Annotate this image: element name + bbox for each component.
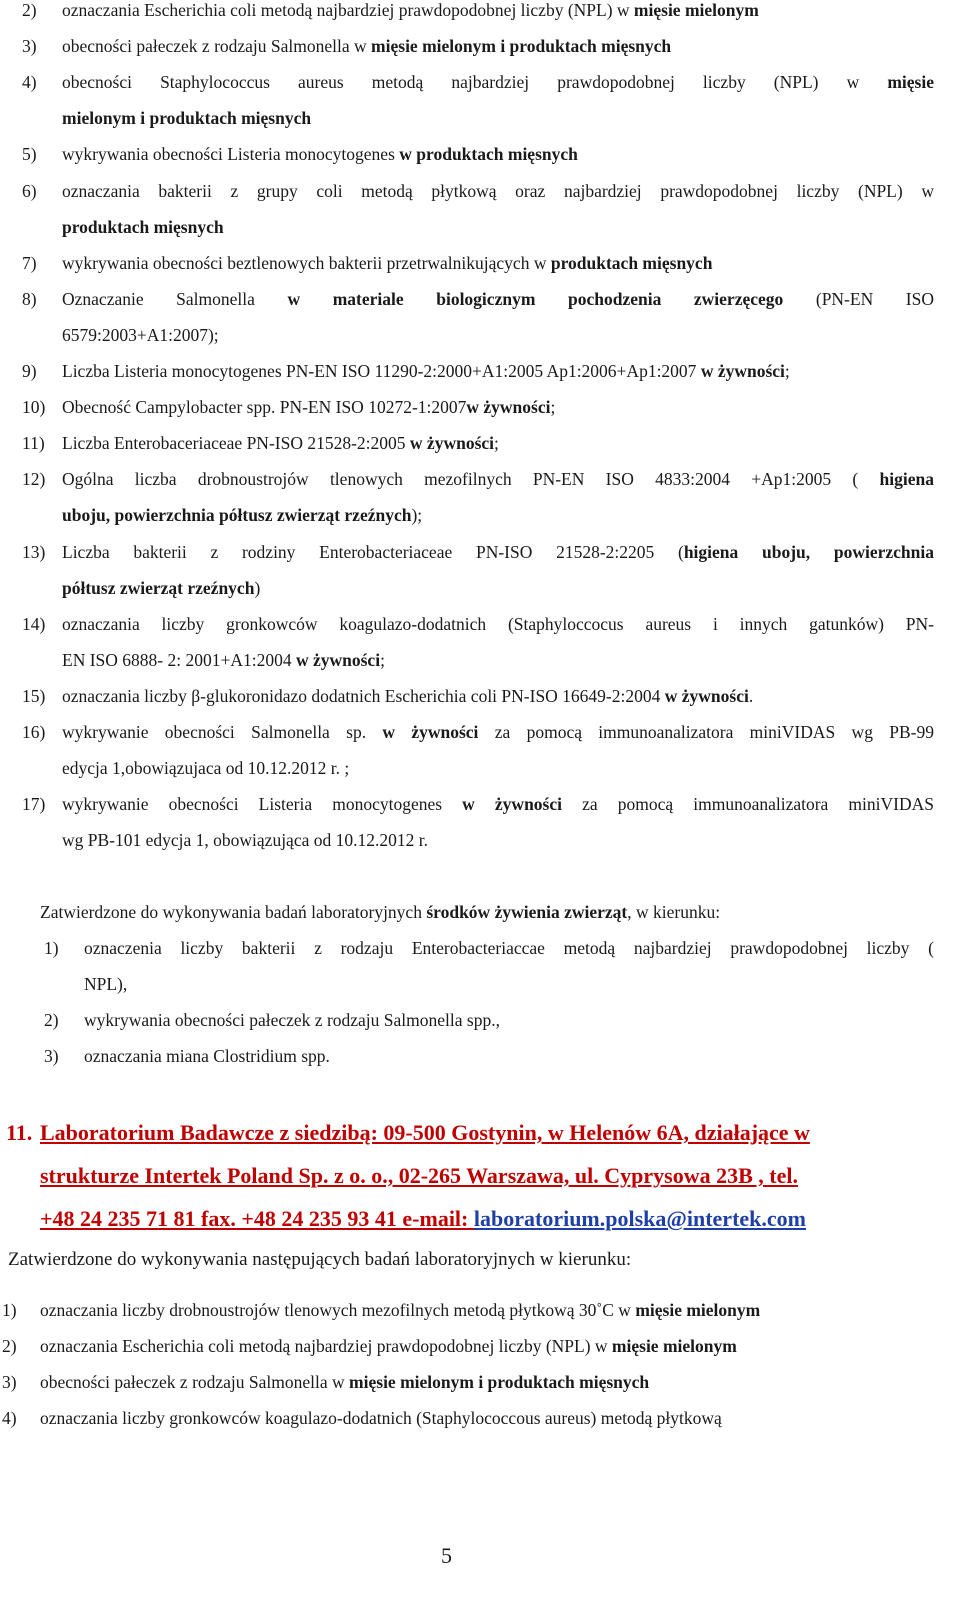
text-segment: oznaczania liczby β-glukoronidazo dodatnich Escherichia coli PN-ISO 16649-2:2004 [62,685,665,706]
list-item-number: 13) [22,541,46,562]
list-item-text [84,974,934,995]
list-item-text [62,650,934,671]
list-item [44,938,934,959]
list-item-text [62,289,934,310]
list-item [22,0,934,21]
list-item-text [62,108,934,129]
list-item-number: 3) [2,1372,17,1392]
list-item-text [62,578,934,599]
page-number: 5 [441,1543,452,1568]
list-item [22,469,934,490]
text-segment: wykrywania obecności pałeczek z rodzaju Salmonella spp., [84,1010,500,1030]
list-item-text [62,614,934,635]
list-item-text [62,722,934,743]
text-segment: oznaczania Escherichia coli metodą najbardziej prawdopodobnej liczby (NPL) w [62,0,634,20]
bold-text: mięsie mielonym [635,1300,761,1320]
list-item-text [40,1372,934,1393]
list-item-number: 2) [22,0,37,20]
list-item [2,1408,934,1429]
list-item [22,722,934,743]
bold-text: mięsie mielonym [611,1336,737,1356]
text-segment: za pomocą immunoanalizatora miniVIDAS wg PB-99 [478,722,934,742]
text-segment: obecności pałeczek z rodzaju Salmonella w [40,1372,350,1392]
list-item [44,1010,934,1031]
list-item-continuation [62,505,934,526]
text-segment: (PN-EN ISO [783,288,934,309]
list-item [22,36,934,57]
text-segment: wg PB-101 edycja 1, obowiązująca od 10.12.2012 r. [62,830,428,851]
list-item-number: 5) [22,144,37,165]
list-item-continuation [62,650,934,671]
bold-text: w żywności [295,649,381,670]
list-item-text [62,217,934,238]
text-segment: oznaczania liczby gronkowców koagulazo-dodatnich (Staphyloccocus aureus i innych gatunków) PN- [62,613,934,634]
text-segment: obecności pałeczek z rodzaju Salmonella w [62,36,372,57]
list-item-number: 2) [44,1010,59,1030]
text-segment: EN ISO 6888- 2: 2001+A1:2004 [62,649,296,670]
list-item-text [62,361,934,382]
list-item [22,794,934,815]
list-item [22,361,934,382]
list-item-number: 2) [2,1336,17,1356]
list-item-text [62,397,934,418]
list-item [22,289,934,310]
list-item [22,181,934,202]
list-item [44,1046,934,1067]
list-item-continuation [62,758,934,779]
text-segment: oznaczania miana Clostridium spp. [84,1046,330,1066]
section-11-number: 11. [6,1120,33,1145]
bold-text: mięsie mielonym i produktach mięsnych [349,1372,650,1392]
text-segment: ; [380,649,385,670]
list-item-number: 11) [22,433,45,454]
list-item-text [62,542,934,563]
text-segment: . [748,685,754,706]
list-item-continuation [62,108,934,129]
list-item-continuation [84,974,934,995]
bold-text: uboju, powierzchnia półtusz zwierząt rzeźnych [62,505,412,526]
list-item-number: 1) [44,938,59,958]
list-item-text [62,794,934,815]
list-item-number: 8) [22,288,37,309]
list-item-text [62,72,934,93]
text-segment: oznaczenia liczby bakterii z rodzaju Enterobacteriaccae metodą najbardziej prawdopodobnej liczby ( [84,938,934,958]
bold-text: w żywności [382,722,479,742]
bold-text: mięsie mielonym [633,0,759,20]
list-item [22,542,934,563]
bold-text: w żywności [466,397,551,418]
list-item-number: 3) [44,1046,59,1066]
bold-text: środków żywienia zwierząt [426,902,628,922]
list-item-continuation [62,830,934,851]
list-item-number: 15) [22,685,46,706]
list-item-number: 4) [2,1408,17,1428]
list-item [2,1372,934,1393]
list-item-text [40,1336,934,1357]
list-item-number: 3) [22,36,37,57]
list-item-text [84,938,934,959]
list-item-text [62,505,934,526]
text-segment: Ogólna liczba drobnoustrojów tlenowych mezofilnych PN-EN ISO 4833:2004 +Ap1:2005 ( [62,469,880,490]
text-segment: wykrywania obecności beztlenowych bakterii przetrwalnikujących w [62,252,551,273]
list-item-number: 14) [22,613,46,634]
list-item [22,253,934,274]
text-segment: Oznaczanie Salmonella [62,288,288,309]
feed-intro-text [40,902,720,923]
text-segment: ; [494,433,499,454]
list-item-number: 6) [22,180,37,201]
text-segment: edycja 1,obowiązujaca od 10.12.2012 r. ; [62,758,350,779]
list-item-text [62,325,934,346]
list-item-number: 1) [2,1300,17,1320]
list-item-text [62,144,934,165]
list-item-text [62,469,934,490]
bold-text: w żywności [409,433,495,454]
list-item [22,144,934,165]
list-item-text [62,36,934,57]
text-segment: Obecność Campylobacter spp. PN-EN ISO 10272-1:2007 [62,397,467,418]
list-item-text [62,433,934,454]
list-item-continuation [62,217,934,238]
list-item-text [62,181,934,202]
section-11-line1-text: Laboratorium Badawcze z siedzibą: 09-500 Gostynin, w Helenów 6A, działające w [40,1120,810,1145]
text-segment: Liczba bakterii z rodziny Enterobacteriaceae PN-ISO 21528-2:2205 ( [62,541,684,562]
bold-text: w materiale biologicznym pochodzenia zwierzęcego [287,288,784,309]
bold-text: higiena [879,469,934,490]
text-segment: za pomocą immunoanalizatora miniVIDAS [562,794,934,815]
bold-text: higiena uboju, powierzchnia [683,541,934,562]
bold-text: w produktach mięsnych [399,144,578,165]
email-link[interactable]: laboratorium.polska@intertek.com [473,1206,806,1231]
list-item-number: 17) [22,794,46,815]
list-item-number: 16) [22,722,46,742]
text-segment: oznaczania bakterii z grupy coli metodą płytkową oraz najbardziej prawdopodobnej liczby (NPL) w [62,180,934,201]
bold-text: mielonym i produktach mięsnych [62,108,312,129]
text-segment: , w kierunku: [627,902,721,922]
text-segment: Zatwierdzone do wykonywania badań laboratoryjnych [40,902,427,922]
section-11-line2-text: strukturze Intertek Poland Sp. z o. o., 02-265 Warszawa, ul. Cyprysowa 23B , tel. [40,1163,798,1188]
list-item-number: 10) [22,397,46,418]
text-segment: obecności Staphylococcus aureus metodą najbardziej prawdopodobnej liczby (NPL) w [62,72,888,93]
list-item-text [62,686,934,707]
list-item [22,397,934,418]
bold-text: produktach mięsnych [550,252,713,273]
list-item-number: 9) [22,361,37,381]
bold-text: w żywności [462,794,562,815]
list-item-number: 7) [22,252,37,273]
list-item-continuation [62,325,934,346]
list-item [2,1336,934,1357]
bold-text: mięsie mielonym i produktach mięsnych [371,36,672,57]
list-item-text [40,1408,934,1429]
list-item-text [62,253,934,274]
bold-text: mięsie [887,72,934,93]
list-item [22,433,934,454]
text-segment: ; [550,397,556,418]
section-11-heading-line3 [40,1206,806,1232]
bold-text: półtusz zwierząt rzeźnych [62,577,255,598]
list-item-text [62,830,934,851]
text-segment: wykrywanie obecności Salmonella sp. [62,722,383,742]
text-segment: wykrywanie obecności Listeria monocytogenes [62,794,463,815]
list-item-number: 4) [22,72,37,93]
list-item-text [84,1046,934,1067]
list-item [22,72,934,93]
text-segment: wykrywania obecności Listeria monocytogenes [62,144,400,165]
list-item [2,1300,934,1321]
list-item-continuation [62,578,934,599]
text-segment: oznaczania liczby gronkowców koagulazo-dodatnich (Staphylococcous aureus) metodą płytkową [40,1408,722,1428]
text-segment: ); [411,505,423,526]
section-11-contact-text: +48 24 235 71 81 fax. +48 24 235 93 41 e-mail: [40,1206,474,1231]
list-item [22,614,934,635]
section-11-heading-line1 [40,1120,810,1146]
list-item-text [40,1300,934,1321]
text-segment: NPL), [84,974,128,994]
section-11-intro: Zatwierdzone do wykonywania następujących badań laboratoryjnych w kierunku: [8,1249,632,1270]
bold-text: produktach mięsnych [62,216,224,237]
text-segment: 6579:2003+A1:2007); [62,324,219,345]
text-segment: ) [254,577,261,598]
text-segment: Liczba Listeria monocytogenes PN-EN ISO 11290-2:2000+A1:2005 Ap1:2006+Ap1:2007 [62,361,701,381]
list-item-text [62,758,934,779]
section-11-heading-line2 [40,1163,798,1189]
text-segment: oznaczania liczby drobnoustrojów tlenowych mezofilnych metodą płytkową 30˚C w [40,1300,636,1320]
text-segment: ; [784,361,790,381]
text-segment: oznaczania Escherichia coli metodą najbardziej prawdopodobnej liczby (NPL) w [40,1336,612,1356]
list-item-text [62,0,934,21]
list-item-number: 12) [22,469,46,490]
list-item [22,686,934,707]
text-segment: Liczba Enterobaceriaceae PN-ISO 21528-2:2005 [62,433,410,454]
bold-text: w żywności [700,361,785,381]
list-item-text [84,1010,934,1031]
bold-text: w żywności [664,685,749,706]
